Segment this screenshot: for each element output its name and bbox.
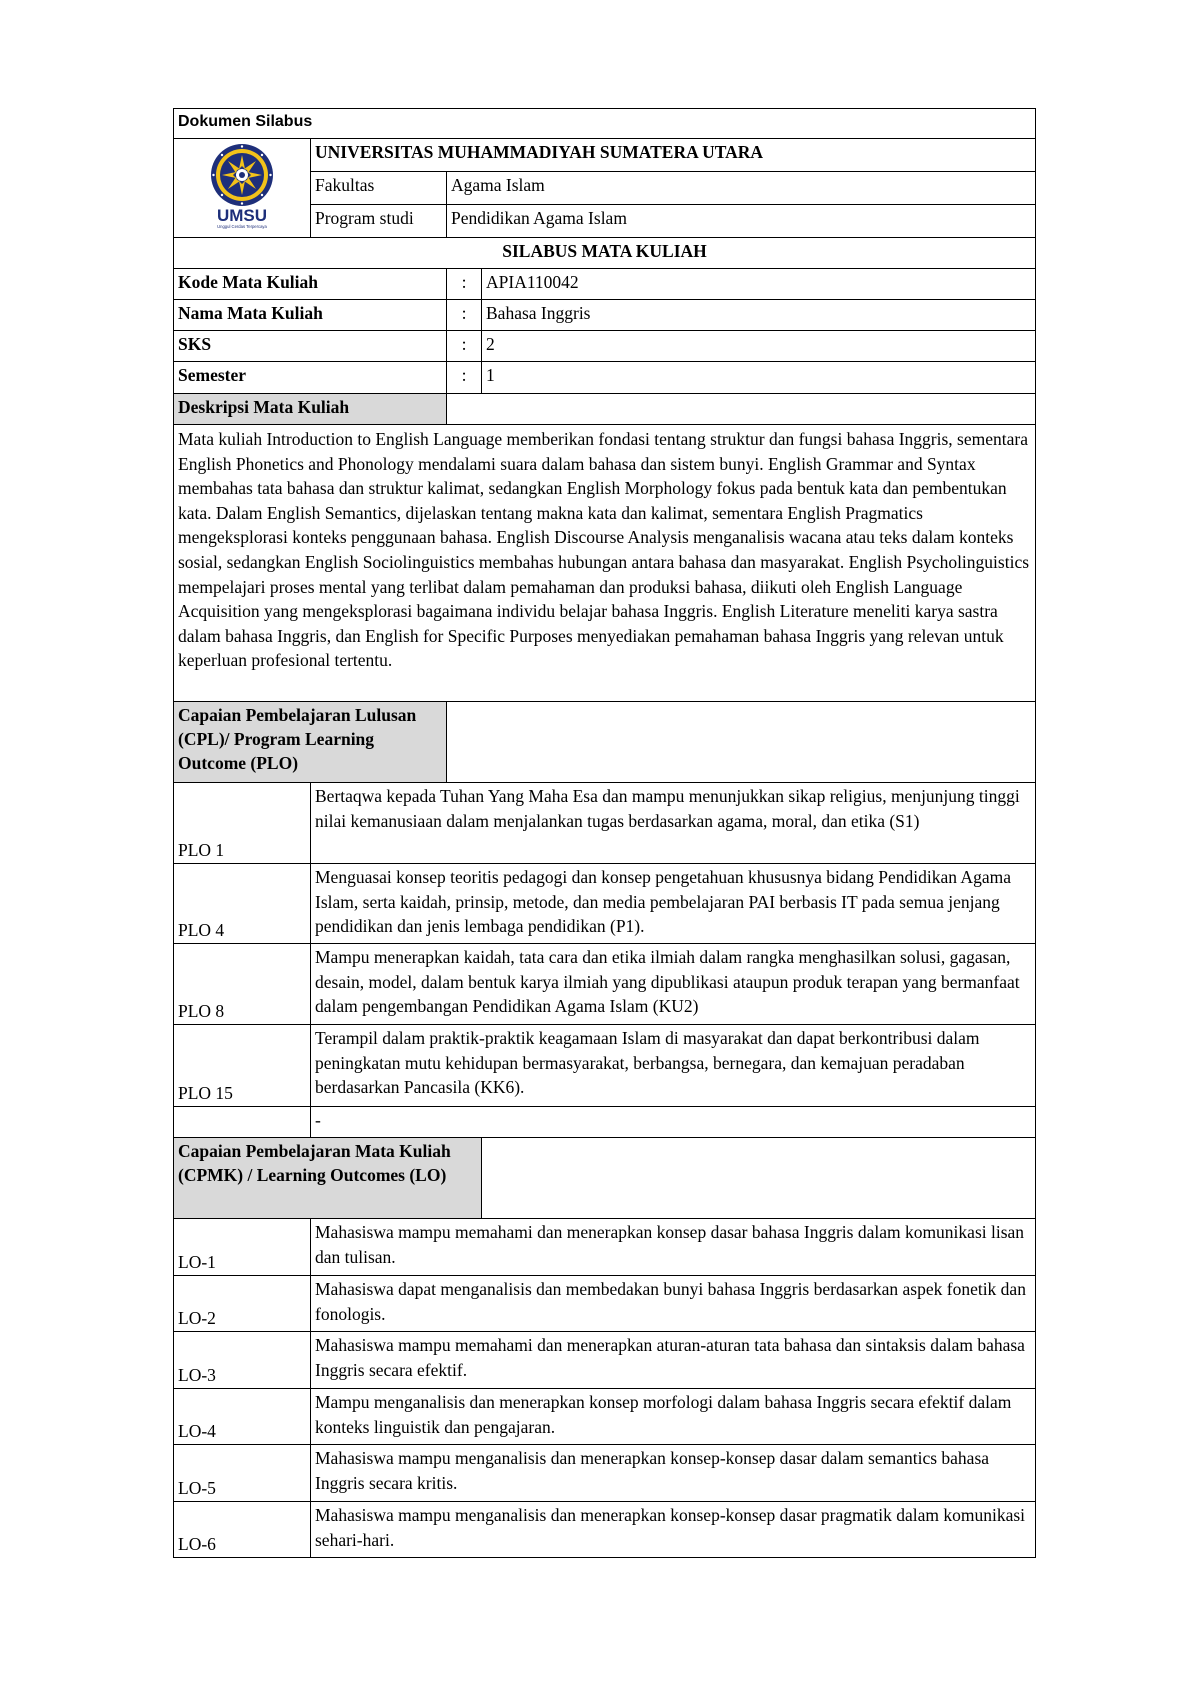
lo-code: LO-3 xyxy=(174,1332,311,1389)
syllabus-table xyxy=(173,108,1036,1558)
lo-code: LO-4 xyxy=(174,1389,311,1445)
field-row xyxy=(174,300,1036,331)
lo-code: LO-2 xyxy=(174,1276,311,1332)
plo-text: Mampu menerapkan kaidah, tata cara dan etika ilmiah dalam rangka menghasilkan solusi, gagasan, desain, model, dalam bentuk karya ilmiah yang dipublikasi ataupun produk terapan yang bermanfaat dalam pengembangan Pendidikan Agama Islam (KU2) xyxy=(311,944,1036,1025)
field-label: Kode Mata Kuliah xyxy=(174,269,447,300)
logo-tagline: Unggul Cerdas Terpercaya xyxy=(217,224,267,229)
lo-row xyxy=(174,1389,1036,1445)
lo-text: Mahasiswa mampu menganalisis dan menerapkan konsep-konsep dasar dalam semantics bahasa Inggris secara kritis. xyxy=(311,1445,1036,1502)
university-name: UNIVERSITAS MUHAMMADIYAH SUMATERA UTARA xyxy=(311,139,1036,172)
description-text: Mata kuliah Introduction to English Language memberikan fondasi tentang struktur dan fungsi bahasa Inggris, sementara English Phonetics and Phonology mendalami suara dalam bahasa dan sistem bunyi. English Grammar and Syntax membahas tata bahasa dan struktur kalimat, sedangkan English Morphology fokus pada bentuk kata dan pembentukan kata. Dalam English Semantics, dijelaskan tentang makna kata dan kalimat, sementara English Pragmatics mengeksplorasi konteks penggunaan bahasa. English Discourse Analysis menganalisis wacana atau teks dalam konteks sosial, sedangkan English Sociolinguistics membahas hubungan antara bahasa dan masyarakat. English Psycholinguistics mempelajari proses mental yang terlibat dalam pemahaman dan produksi bahasa, diikuti oleh English Language Acquisition yang mengeksplorasi bagaimana individu belajar bahasa Inggris. English Literature meneliti karya sastra dalam bahasa Inggris, dan English for Specific Purposes menyediakan pemahaman bahasa Inggris yang relevan untuk keperluan profesional tertentu. xyxy=(174,425,1036,702)
plo-row xyxy=(174,1107,1036,1138)
description-heading-blank xyxy=(447,394,1036,425)
cpmk-heading-blank xyxy=(482,1138,1036,1219)
field-label: SKS xyxy=(174,331,447,362)
plo-code: PLO 8 xyxy=(174,944,311,1025)
cpl-heading-blank xyxy=(447,702,1036,783)
lo-text: Mahasiswa mampu memahami dan menerapkan konsep dasar bahasa Inggris dalam komunikasi lisan dan tulisan. xyxy=(311,1219,1036,1276)
plo-row xyxy=(174,1025,1036,1107)
fakultas-value: Agama Islam xyxy=(447,172,1036,205)
lo-row xyxy=(174,1276,1036,1332)
field-row xyxy=(174,269,1036,300)
plo-row xyxy=(174,944,1036,1025)
field-colon: : xyxy=(447,300,482,331)
field-value: Bahasa Inggris xyxy=(482,300,1036,331)
fakultas-label: Fakultas xyxy=(311,172,447,205)
field-value: 2 xyxy=(482,331,1036,362)
lo-code: LO-6 xyxy=(174,1502,311,1558)
lo-code: LO-5 xyxy=(174,1445,311,1502)
umsu-logo xyxy=(207,141,277,229)
plo-code: PLO 15 xyxy=(174,1025,311,1107)
plo-code: PLO 1 xyxy=(174,783,311,864)
plo-row xyxy=(174,783,1036,864)
field-value: APIA110042 xyxy=(482,269,1036,300)
lo-row xyxy=(174,1219,1036,1276)
field-row xyxy=(174,331,1036,362)
prodi-label: Program studi xyxy=(311,205,447,238)
field-colon: : xyxy=(447,269,482,300)
lo-row xyxy=(174,1445,1036,1502)
lo-row xyxy=(174,1332,1036,1389)
plo-row xyxy=(174,864,1036,944)
syllabus-title: SILABUS MATA KULIAH xyxy=(174,238,1036,269)
field-colon: : xyxy=(447,362,482,394)
description-heading: Deskripsi Mata Kuliah xyxy=(174,394,447,425)
lo-text: Mampu menganalisis dan menerapkan konsep morfologi dalam bahasa Inggris secara efektif dalam konteks linguistik dan pengajaran. xyxy=(311,1389,1036,1445)
lo-text: Mahasiswa dapat menganalisis dan membedakan bunyi bahasa Inggris berdasarkan aspek fonetik dan fonologis. xyxy=(311,1276,1036,1332)
plo-code xyxy=(174,1107,311,1138)
field-value: 1 xyxy=(482,362,1036,394)
plo-text: Terampil dalam praktik-praktik keagamaan Islam di masyarakat dan dapat berkontribusi dalam peningkatan mutu kehidupan bermasyarakat, berbangsa, bernegara, dan kemajuan peradaban berdasarkan Pancasila (KK6). xyxy=(311,1025,1036,1107)
lo-text: Mahasiswa mampu memahami dan menerapkan aturan-aturan tata bahasa dan sintaksis dalam bahasa Inggris secara efektif. xyxy=(311,1332,1036,1389)
cpmk-heading: Capaian Pembelajaran Mata Kuliah (CPMK) / Learning Outcomes (LO) xyxy=(174,1138,482,1219)
field-label: Nama Mata Kuliah xyxy=(174,300,447,331)
plo-code: PLO 4 xyxy=(174,864,311,944)
field-label: Semester xyxy=(174,362,447,394)
lo-code: LO-1 xyxy=(174,1219,311,1276)
lo-text: Mahasiswa mampu menganalisis dan menerapkan konsep-konsep dasar pragmatik dalam komunikasi sehari-hari. xyxy=(311,1502,1036,1558)
cpl-heading: Capaian Pembelajaran Lulusan (CPL)/ Program Learning Outcome (PLO) xyxy=(174,702,447,783)
field-row xyxy=(174,362,1036,394)
plo-text: Menguasai konsep teoritis pedagogi dan konsep pengetahuan khususnya bidang Pendidikan Agama Islam, serta kaidah, prinsip, metode, dan media pembelajaran PAI berbasis IT pada semua jenjang pendidikan dan jenis lembaga pendidikan (P1). xyxy=(311,864,1036,944)
syllabus-document xyxy=(173,108,1035,1558)
plo-text: Bertaqwa kepada Tuhan Yang Maha Esa dan mampu menunjukkan sikap religius, menjunjung tinggi nilai kemanusiaan dalam menjalankan tugas berdasarkan agama, moral, dan etika (S1) xyxy=(311,783,1036,864)
doc-label: Dokumen Silabus xyxy=(174,109,1036,139)
logo-text: UMSU xyxy=(216,206,268,225)
plo-text: - xyxy=(311,1107,1036,1138)
field-colon: : xyxy=(447,331,482,362)
lo-row xyxy=(174,1502,1036,1558)
logo-cell xyxy=(174,139,311,238)
prodi-value: Pendidikan Agama Islam xyxy=(447,205,1036,238)
